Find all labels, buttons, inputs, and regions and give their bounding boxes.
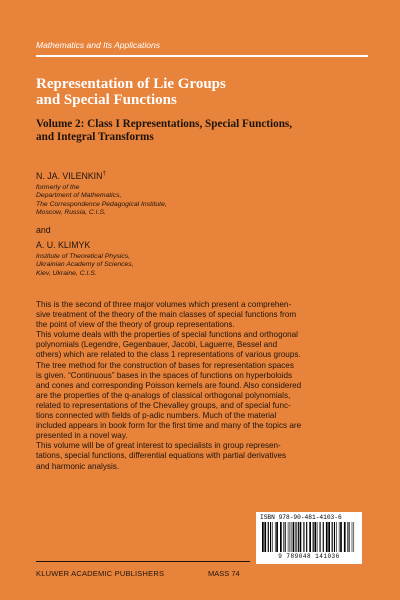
description-line: related to representations of the Chevalley groups, and of special func- (36, 400, 291, 410)
description-line: This volume deals with the properties of special functions and orthogonal (36, 330, 298, 340)
publisher-name: KLUWER ACADEMIC PUBLISHERS (36, 569, 165, 578)
title-line: and Special Functions (36, 92, 177, 108)
description-line: is given. “Continuous” bases in the spaces of functions on hyperboloids (36, 370, 293, 380)
book-description (36, 300, 371, 472)
title-line: Representation of Lie Groups (36, 76, 226, 92)
affiliation-line: Ukrainian Academy of Sciences, (36, 261, 134, 269)
description-line: presented in a novel way. (36, 431, 128, 441)
series-name: Mathematics and Its Applications (36, 40, 160, 50)
author-name-text: N. JA. VILENKIN (36, 171, 103, 181)
description-line: the point of view of the theory of group representations. (36, 320, 235, 330)
description-line: This is the second of three major volumes which present a comprehen- (36, 300, 292, 309)
author-affiliation (36, 253, 134, 278)
affiliation-line: Kiev, Ukraine, C.I.S. (36, 269, 97, 277)
subtitle-line: and Integral Transforms (36, 131, 154, 143)
description-line: tations, special functions, differential equations with partial derivatives (36, 451, 287, 461)
description-line: The tree method for the construction of bases for representation spaces (36, 360, 294, 370)
series-code: MASS 74 (208, 569, 240, 578)
series-divider (36, 55, 368, 57)
book-title (36, 76, 366, 108)
author-conjunction: and (36, 225, 51, 235)
author-name (36, 171, 106, 181)
author-affiliation (36, 184, 167, 218)
subtitle-line: Volume 2: Class I Representations, Special Functions, (36, 118, 293, 130)
affiliation-line: Moscow, Russia, C.I.S. (36, 209, 106, 217)
barcode-icon (262, 522, 356, 552)
description-line: polynomials (Legendre, Gegenbauer, Jacobi, Laguerre, Bessel and (36, 340, 278, 350)
description-line: sive treatment of the theory of the main classes of special functions from (36, 310, 297, 320)
affiliation-line: Institute of Theoretical Physics, (36, 253, 131, 260)
isbn-text: ISBN 978-90-481-4103-6 (260, 514, 342, 521)
author-name-text: A. U. KLIMYK (36, 240, 91, 250)
affiliation-line: formerly of the (36, 184, 80, 191)
volume-subtitle (36, 118, 371, 144)
description-line: included appears in book form for the first time and many of the topics are (36, 421, 302, 431)
description-line: others) which are related to the class 1 representations of various groups. (36, 350, 301, 360)
deceased-mark: † (102, 171, 106, 178)
description-line: tions connected with fields of p-adic numbers. Much of the material (36, 411, 277, 421)
description-line: are the properties of the q-analogs of classical orthogonal polynomials, (36, 390, 291, 400)
barcode-block (256, 512, 362, 564)
affiliation-line: Department of Mathematics, (36, 192, 122, 200)
author-name (36, 240, 90, 250)
barcode-number: 9 789048 141036 (278, 553, 340, 560)
description-line: and cones and corresponding Poisson kernels are found. Also considered (36, 380, 302, 390)
description-line: This volume will be of great interest to specialists in group represen- (36, 441, 281, 451)
footer-divider (36, 561, 250, 562)
description-line: and harmonic analysis. (36, 461, 120, 471)
affiliation-line: The Correspondence Pedagogical Institute, (36, 200, 167, 208)
